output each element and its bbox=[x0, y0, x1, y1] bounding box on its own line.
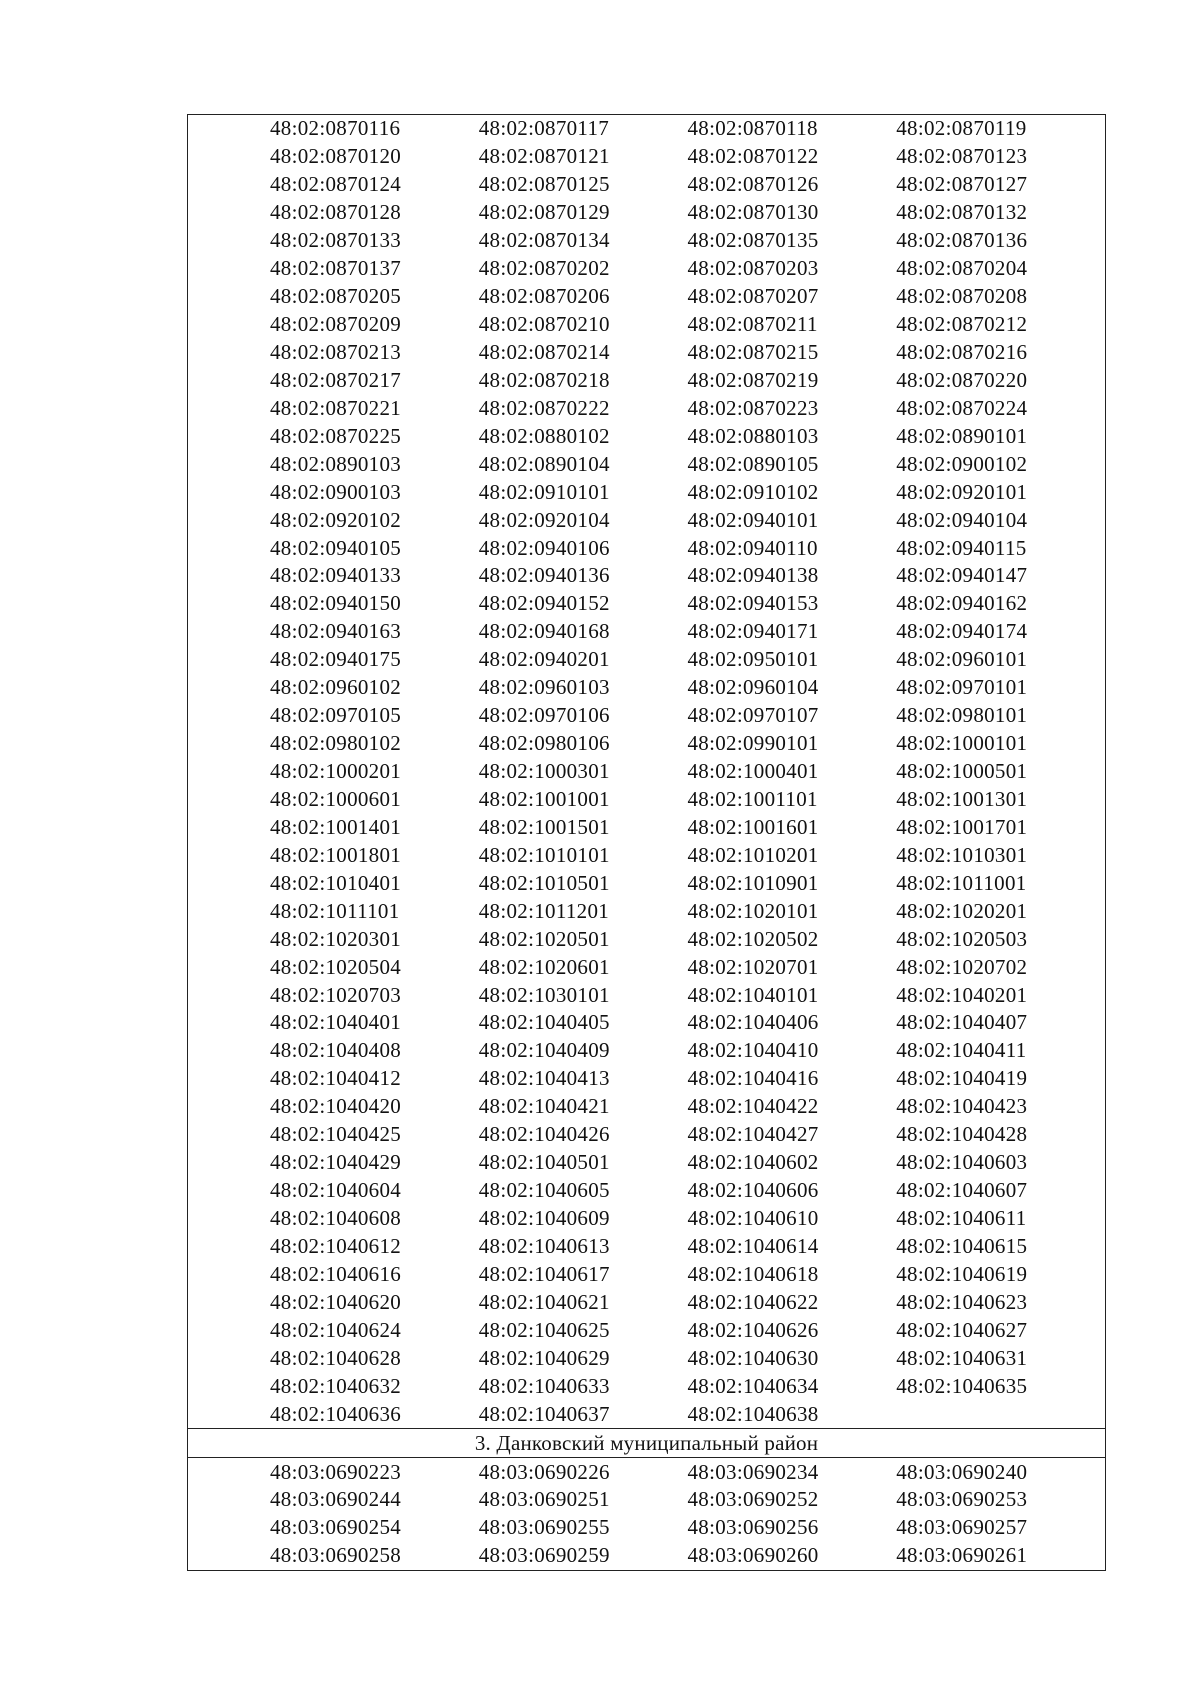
table-row bbox=[188, 1149, 1105, 1177]
cadastral-number-cell: 48:02:0870136 bbox=[896, 228, 1028, 253]
cadastral-number-cell: 48:02:0940163 bbox=[270, 619, 402, 644]
cadastral-number-cell: 48:02:1020702 bbox=[896, 954, 1028, 979]
cadastral-number-cell: 48:02:1040605 bbox=[478, 1178, 610, 1203]
table-row bbox=[188, 450, 1105, 478]
table-row bbox=[188, 813, 1105, 841]
cadastral-number-cell: 48:02:1040612 bbox=[270, 1233, 402, 1258]
cadastral-number-cell: 48:02:1020701 bbox=[687, 954, 819, 979]
cadastral-number-cell: 48:02:1040201 bbox=[896, 982, 1028, 1007]
cadastral-number-cell: 48:02:1040422 bbox=[687, 1094, 819, 1119]
cadastral-number-cell: 48:02:1040411 bbox=[896, 1038, 1027, 1063]
cadastral-number-cell: 48:02:0890101 bbox=[896, 423, 1028, 448]
table-row bbox=[188, 618, 1105, 646]
cadastral-number-cell: 48:02:1040622 bbox=[687, 1289, 819, 1314]
cadastral-number-cell: 48:02:0870127 bbox=[896, 172, 1028, 197]
table-row bbox=[188, 1205, 1105, 1233]
cadastral-number-cell: 48:02:1040621 bbox=[478, 1289, 610, 1314]
cadastral-number-cell: 48:02:0870216 bbox=[896, 339, 1028, 364]
cadastral-number-cell: 48:02:0870220 bbox=[896, 367, 1028, 392]
cadastral-number-cell: 48:02:0870210 bbox=[478, 312, 610, 337]
cadastral-number-cell: 48:03:0690254 bbox=[270, 1515, 402, 1540]
table-row bbox=[188, 394, 1105, 422]
cadastral-number-cell: 48:02:1001001 bbox=[478, 786, 610, 811]
cadastral-number-cell: 48:02:0870130 bbox=[687, 200, 819, 225]
cadastral-number-cell: 48:02:0940171 bbox=[687, 619, 819, 644]
table-row bbox=[188, 1486, 1105, 1514]
table-row bbox=[188, 171, 1105, 199]
cadastral-number-cell: 48:02:1001601 bbox=[687, 814, 819, 839]
cadastral-number-cell: 48:02:0890104 bbox=[478, 451, 610, 476]
cadastral-number-cell: 48:02:0870137 bbox=[270, 256, 402, 281]
table-row bbox=[188, 255, 1105, 283]
cadastral-number-cell: 48:02:1040630 bbox=[687, 1345, 819, 1370]
cadastral-number-cell: 48:02:1040606 bbox=[687, 1178, 819, 1203]
cadastral-number-cell: 48:02:0870116 bbox=[270, 116, 401, 141]
cadastral-number-cell: 48:02:0940133 bbox=[270, 563, 402, 588]
table-row bbox=[188, 590, 1105, 618]
cadastral-number-cell: 48:02:0870214 bbox=[478, 339, 610, 364]
table-row bbox=[188, 981, 1105, 1009]
cadastral-number-cell: 48:02:1040609 bbox=[478, 1206, 610, 1231]
table-row bbox=[188, 1400, 1105, 1428]
table-row bbox=[188, 702, 1105, 730]
cadastral-number-cell: 48:02:1020502 bbox=[687, 926, 819, 951]
table-row bbox=[188, 143, 1105, 171]
table-row bbox=[188, 786, 1105, 814]
cadastral-number-cell: 48:02:1040634 bbox=[687, 1373, 819, 1398]
cadastral-number-cell: 48:02:1000301 bbox=[478, 759, 610, 784]
cadastral-number-cell: 48:02:1020301 bbox=[270, 926, 402, 951]
cadastral-number-cell: 48:02:0940138 bbox=[687, 563, 819, 588]
cadastral-number-cell: 48:02:1010201 bbox=[687, 842, 819, 867]
cadastral-number-cell: 48:02:0870211 bbox=[687, 312, 818, 337]
cadastral-number-cell: 48:03:0690240 bbox=[896, 1459, 1028, 1484]
cadastral-number-cell: 48:02:1040617 bbox=[478, 1261, 610, 1286]
cadastral-number-cell: 48:02:0940175 bbox=[270, 647, 402, 672]
cadastral-number-cell: 48:02:0960103 bbox=[478, 675, 610, 700]
cadastral-number-cell: 48:02:0950101 bbox=[687, 647, 819, 672]
cadastral-number-cell: 48:02:1020501 bbox=[478, 926, 610, 951]
table-row bbox=[188, 1177, 1105, 1205]
table-row bbox=[188, 925, 1105, 953]
cadastral-number-cell: 48:02:1040101 bbox=[687, 982, 819, 1007]
cadastral-number-cell: 48:02:1040421 bbox=[478, 1094, 610, 1119]
table-row bbox=[188, 478, 1105, 506]
cadastral-number-cell: 48:02:0940150 bbox=[270, 591, 402, 616]
cadastral-number-cell: 48:02:0990101 bbox=[687, 731, 819, 756]
cadastral-number-cell: 48:02:1001501 bbox=[478, 814, 610, 839]
cadastral-number-cell: 48:03:0690259 bbox=[478, 1543, 610, 1568]
cadastral-number-cell: 48:02:0870219 bbox=[687, 367, 819, 392]
table-row bbox=[188, 115, 1105, 143]
cadastral-number-cell: 48:02:1040632 bbox=[270, 1373, 402, 1398]
table-row bbox=[188, 227, 1105, 255]
table-row bbox=[188, 674, 1105, 702]
cadastral-number-cell: 48:02:0870124 bbox=[270, 172, 402, 197]
cadastral-number-cell: 48:02:0870203 bbox=[687, 256, 819, 281]
cadastral-number-cell: 48:02:0980101 bbox=[896, 703, 1028, 728]
cadastral-number-cell: 48:03:0690244 bbox=[270, 1487, 402, 1512]
cadastral-number-cell: 48:02:1040423 bbox=[896, 1094, 1028, 1119]
cadastral-number-cell: 48:03:0690260 bbox=[687, 1543, 819, 1568]
cadastral-number-cell: 48:02:1001801 bbox=[270, 842, 402, 867]
cadastral-number-cell: 48:02:0870218 bbox=[478, 367, 610, 392]
cadastral-number-cell: 48:03:0690258 bbox=[270, 1543, 402, 1568]
cadastral-number-cell: 48:02:1040607 bbox=[896, 1178, 1028, 1203]
cadastral-number-cell: 48:02:0940153 bbox=[687, 591, 819, 616]
cadastral-number-cell: 48:02:1040627 bbox=[896, 1317, 1028, 1342]
cadastral-number-cell: 48:02:1010501 bbox=[478, 870, 610, 895]
cadastral-number-cell: 48:02:0870215 bbox=[687, 339, 819, 364]
cadastral-number-cell: 48:03:0690252 bbox=[687, 1487, 819, 1512]
cadastral-number-cell: 48:02:0960104 bbox=[687, 675, 819, 700]
cadastral-number-cell: 48:02:1020503 bbox=[896, 926, 1028, 951]
cadastral-number-cell: 48:02:0940152 bbox=[478, 591, 610, 616]
cadastral-number-cell: 48:02:0940162 bbox=[896, 591, 1028, 616]
table-row bbox=[188, 422, 1105, 450]
cadastral-number-cell: 48:02:0920104 bbox=[478, 507, 610, 532]
cadastral-number-cell: 48:02:1040631 bbox=[896, 1345, 1028, 1370]
cadastral-numbers-table bbox=[187, 114, 1106, 1571]
cadastral-number-cell: 48:02:0870209 bbox=[270, 312, 402, 337]
cadastral-number-cell: 48:02:0940106 bbox=[478, 535, 610, 560]
cadastral-number-cell: 48:02:0870122 bbox=[687, 144, 819, 169]
cadastral-number-cell: 48:02:1020101 bbox=[687, 898, 819, 923]
cadastral-number-cell: 48:02:1010101 bbox=[478, 842, 610, 867]
cadastral-number-cell: 48:02:0940101 bbox=[687, 507, 819, 532]
cadastral-number-cell: 48:02:0980102 bbox=[270, 731, 402, 756]
cadastral-number-cell: 48:02:1040619 bbox=[896, 1261, 1028, 1286]
cadastral-number-cell: 48:02:1040406 bbox=[687, 1010, 819, 1035]
cadastral-number-cell: 48:02:1000201 bbox=[270, 759, 402, 784]
table-row bbox=[188, 1316, 1105, 1344]
table-row bbox=[188, 199, 1105, 227]
table-row bbox=[188, 1372, 1105, 1400]
cadastral-number-cell: 48:02:0940136 bbox=[478, 563, 610, 588]
cadastral-number-cell: 48:02:1040618 bbox=[687, 1261, 819, 1286]
cadastral-number-cell: 48:02:0870117 bbox=[478, 116, 610, 141]
cadastral-number-cell: 48:02:1011101 bbox=[270, 898, 400, 923]
cadastral-number-cell: 48:02:0870223 bbox=[687, 395, 819, 420]
cadastral-number-cell: 48:02:1040610 bbox=[687, 1206, 819, 1231]
cadastral-number-cell: 48:02:1040416 bbox=[687, 1066, 819, 1091]
cadastral-number-cell: 48:02:0870123 bbox=[896, 144, 1028, 169]
table-row bbox=[188, 1093, 1105, 1121]
table-row bbox=[188, 1542, 1105, 1570]
cadastral-number-cell: 48:02:0870126 bbox=[687, 172, 819, 197]
table-row bbox=[188, 1009, 1105, 1037]
cadastral-number-cell: 48:02:1040408 bbox=[270, 1038, 402, 1063]
table-row bbox=[188, 1458, 1105, 1486]
cadastral-number-cell: 48:02:0940174 bbox=[896, 619, 1028, 644]
cadastral-number-cell: 48:02:0890105 bbox=[687, 451, 819, 476]
cadastral-number-cell: 48:02:0870128 bbox=[270, 200, 402, 225]
cadastral-number-cell: 48:02:1040419 bbox=[896, 1066, 1028, 1091]
table-row bbox=[188, 1065, 1105, 1093]
cadastral-number-cell: 48:02:0920102 bbox=[270, 507, 402, 532]
table-row bbox=[188, 339, 1105, 367]
table-row bbox=[188, 534, 1105, 562]
table-row bbox=[188, 758, 1105, 786]
cadastral-number-cell: 48:02:1040625 bbox=[478, 1317, 610, 1342]
cadastral-number-cell: 48:02:0890103 bbox=[270, 451, 402, 476]
table-row bbox=[188, 1344, 1105, 1372]
table-row bbox=[188, 897, 1105, 925]
cadastral-number-cell: 48:02:0940168 bbox=[478, 619, 610, 644]
cadastral-number-cell: 48:02:0910101 bbox=[478, 479, 610, 504]
cadastral-number-cell: 48:02:0870212 bbox=[896, 312, 1028, 337]
cadastral-number-cell: 48:02:1040616 bbox=[270, 1261, 402, 1286]
cadastral-number-cell: 48:02:0900102 bbox=[896, 451, 1028, 476]
cadastral-number-cell: 48:02:0870119 bbox=[896, 116, 1027, 141]
cadastral-number-cell: 48:03:0690251 bbox=[478, 1487, 610, 1512]
cadastral-number-cell: 48:02:1001301 bbox=[896, 786, 1028, 811]
table-row bbox=[188, 311, 1105, 339]
cadastral-number-cell: 48:02:1040407 bbox=[896, 1010, 1028, 1035]
cadastral-number-cell: 48:02:1040623 bbox=[896, 1289, 1028, 1314]
cadastral-number-cell: 48:02:0870224 bbox=[896, 395, 1028, 420]
cadastral-number-cell: 48:03:0690256 bbox=[687, 1515, 819, 1540]
cadastral-number-cell: 48:02:0870121 bbox=[478, 144, 610, 169]
cadastral-number-cell: 48:02:1001101 bbox=[687, 786, 818, 811]
cadastral-number-cell: 48:02:0870221 bbox=[270, 395, 402, 420]
cadastral-number-cell: 48:02:1000101 bbox=[896, 731, 1028, 756]
table-row bbox=[188, 366, 1105, 394]
cadastral-number-cell: 48:02:1020504 bbox=[270, 954, 402, 979]
table-row bbox=[188, 869, 1105, 897]
cadastral-number-cell: 48:02:0880103 bbox=[687, 423, 819, 448]
cadastral-number-cell: 48:02:1000601 bbox=[270, 786, 402, 811]
table-row bbox=[188, 1121, 1105, 1149]
cadastral-number-cell: 48:02:0870205 bbox=[270, 284, 402, 309]
cadastral-number-cell: 48:02:1040405 bbox=[478, 1010, 610, 1035]
cadastral-number-cell: 48:02:0870204 bbox=[896, 256, 1028, 281]
table-row bbox=[188, 953, 1105, 981]
cadastral-number-cell: 48:02:1040615 bbox=[896, 1233, 1028, 1258]
cadastral-number-cell: 48:02:0910102 bbox=[687, 479, 819, 504]
cadastral-number-cell: 48:02:1040429 bbox=[270, 1150, 402, 1175]
table-row bbox=[188, 841, 1105, 869]
cadastral-number-cell: 48:03:0690257 bbox=[896, 1515, 1028, 1540]
cadastral-number-cell: 48:03:0690234 bbox=[687, 1459, 819, 1484]
cadastral-number-cell: 48:02:0870225 bbox=[270, 423, 402, 448]
cadastral-number-cell: 48:02:0960102 bbox=[270, 675, 402, 700]
cadastral-number-cell: 48:02:1040426 bbox=[478, 1122, 610, 1147]
table-row bbox=[188, 646, 1105, 674]
cadastral-number-cell: 48:02:1040614 bbox=[687, 1233, 819, 1258]
cadastral-number-cell: 48:02:1040620 bbox=[270, 1289, 402, 1314]
cadastral-number-cell: 48:02:0870133 bbox=[270, 228, 402, 253]
table-row bbox=[188, 730, 1105, 758]
cadastral-number-cell: 48:02:1040624 bbox=[270, 1317, 402, 1342]
cadastral-number-cell: 48:02:0870217 bbox=[270, 367, 402, 392]
table-row bbox=[188, 1514, 1105, 1542]
cadastral-number-cell: 48:02:1040425 bbox=[270, 1122, 402, 1147]
table-row bbox=[188, 506, 1105, 534]
cadastral-number-cell: 48:02:0870202 bbox=[478, 256, 610, 281]
cadastral-number-cell: 48:02:1001401 bbox=[270, 814, 402, 839]
cadastral-number-cell: 48:02:1010401 bbox=[270, 870, 402, 895]
cadastral-number-cell: 48:02:1040427 bbox=[687, 1122, 819, 1147]
cadastral-number-cell: 48:02:1001701 bbox=[896, 814, 1028, 839]
cadastral-number-cell: 48:02:0940104 bbox=[896, 507, 1028, 532]
cadastral-number-cell: 48:02:1040428 bbox=[896, 1122, 1028, 1147]
cadastral-number-cell: 48:02:0870206 bbox=[478, 284, 610, 309]
cadastral-number-cell: 48:02:0940147 bbox=[896, 563, 1028, 588]
section-body bbox=[188, 1457, 1105, 1570]
cadastral-number-cell: 48:03:0690261 bbox=[896, 1543, 1028, 1568]
cadastral-number-cell: 48:02:1040637 bbox=[478, 1401, 610, 1426]
cadastral-number-cell: 48:02:1000401 bbox=[687, 759, 819, 784]
cadastral-number-cell: 48:02:1040603 bbox=[896, 1150, 1028, 1175]
cadastral-number-cell: 48:02:1040638 bbox=[687, 1401, 819, 1426]
table-row bbox=[188, 1233, 1105, 1261]
cadastral-number-cell: 48:02:0920101 bbox=[896, 479, 1028, 504]
cadastral-number-cell: 48:02:0870129 bbox=[478, 200, 610, 225]
cadastral-number-cell: 48:03:0690255 bbox=[478, 1515, 610, 1540]
cadastral-number-cell: 48:03:0690223 bbox=[270, 1459, 402, 1484]
cadastral-number-cell: 48:02:0940110 bbox=[687, 535, 818, 560]
cadastral-number-cell: 48:02:1040401 bbox=[270, 1010, 402, 1035]
cadastral-number-cell: 48:02:1040410 bbox=[687, 1038, 819, 1063]
table-row bbox=[188, 1037, 1105, 1065]
cadastral-number-cell: 48:03:0690253 bbox=[896, 1487, 1028, 1512]
cadastral-number-cell: 48:02:1040608 bbox=[270, 1206, 402, 1231]
cadastral-number-cell: 48:02:1011201 bbox=[478, 898, 610, 923]
cadastral-number-cell: 48:02:1010301 bbox=[896, 842, 1028, 867]
cadastral-number-cell: 48:02:0870125 bbox=[478, 172, 610, 197]
cadastral-number-cell: 48:02:1010901 bbox=[687, 870, 819, 895]
cadastral-number-cell: 48:02:1040420 bbox=[270, 1094, 402, 1119]
cadastral-number-cell: 48:02:0880102 bbox=[478, 423, 610, 448]
cadastral-number-cell: 48:02:1040635 bbox=[896, 1373, 1028, 1398]
cadastral-number-cell: 48:02:1040611 bbox=[896, 1206, 1027, 1231]
cadastral-number-cell: 48:02:0870222 bbox=[478, 395, 610, 420]
cadastral-number-cell: 48:02:1020201 bbox=[896, 898, 1028, 923]
cadastral-number-cell: 48:02:0970101 bbox=[896, 675, 1028, 700]
cadastral-number-cell: 48:02:1040604 bbox=[270, 1178, 402, 1203]
table-row bbox=[188, 283, 1105, 311]
cadastral-number-cell: 48:02:1000501 bbox=[896, 759, 1028, 784]
cadastral-number-cell: 48:02:1040626 bbox=[687, 1317, 819, 1342]
cadastral-number-cell: 48:02:0940105 bbox=[270, 535, 402, 560]
cadastral-number-cell: 48:02:0870118 bbox=[687, 116, 818, 141]
cadastral-number-cell: 48:02:1020703 bbox=[270, 982, 402, 1007]
cadastral-number-cell: 48:02:0970105 bbox=[270, 703, 402, 728]
cadastral-number-cell: 48:02:0870213 bbox=[270, 339, 402, 364]
cadastral-number-cell: 48:02:1040412 bbox=[270, 1066, 402, 1091]
cadastral-number-cell: 48:02:1040628 bbox=[270, 1345, 402, 1370]
cadastral-number-cell: 48:02:1040629 bbox=[478, 1345, 610, 1370]
cadastral-number-cell: 48:02:0870132 bbox=[896, 200, 1028, 225]
cadastral-number-cell: 48:02:1011001 bbox=[896, 870, 1027, 895]
cadastral-number-cell: 48:02:0970107 bbox=[687, 703, 819, 728]
cadastral-number-cell: 48:02:1030101 bbox=[478, 982, 610, 1007]
table-row bbox=[188, 1260, 1105, 1288]
table-row bbox=[188, 1288, 1105, 1316]
table-row bbox=[188, 562, 1105, 590]
cadastral-number-cell: 48:03:0690226 bbox=[478, 1459, 610, 1484]
cadastral-number-cell: 48:02:0870135 bbox=[687, 228, 819, 253]
cadastral-number-cell: 48:02:0970106 bbox=[478, 703, 610, 728]
section-heading: 3. Данковский муниципальный район bbox=[188, 1428, 1105, 1457]
cadastral-number-cell: 48:02:0940201 bbox=[478, 647, 610, 672]
section-body bbox=[188, 115, 1105, 1428]
cadastral-number-cell: 48:02:0870208 bbox=[896, 284, 1028, 309]
cadastral-number-cell: 48:02:0900103 bbox=[270, 479, 402, 504]
cadastral-number-cell: 48:02:1020601 bbox=[478, 954, 610, 979]
cadastral-number-cell: 48:02:0870134 bbox=[478, 228, 610, 253]
cadastral-number-cell: 48:02:1040413 bbox=[478, 1066, 610, 1091]
cadastral-number-cell: 48:02:0980106 bbox=[478, 731, 610, 756]
cadastral-number-cell: 48:02:1040409 bbox=[478, 1038, 610, 1063]
cadastral-number-cell: 48:02:1040602 bbox=[687, 1150, 819, 1175]
cadastral-number-cell: 48:02:1040613 bbox=[478, 1233, 610, 1258]
cadastral-number-cell: 48:02:1040501 bbox=[478, 1150, 610, 1175]
cadastral-number-cell: 48:02:1040636 bbox=[270, 1401, 402, 1426]
cadastral-number-cell: 48:02:0940115 bbox=[896, 535, 1027, 560]
cadastral-number-cell: 48:02:0870207 bbox=[687, 284, 819, 309]
cadastral-number-cell: 48:02:1040633 bbox=[478, 1373, 610, 1398]
cadastral-number-cell: 48:02:0870120 bbox=[270, 144, 402, 169]
cadastral-number-cell: 48:02:0960101 bbox=[896, 647, 1028, 672]
